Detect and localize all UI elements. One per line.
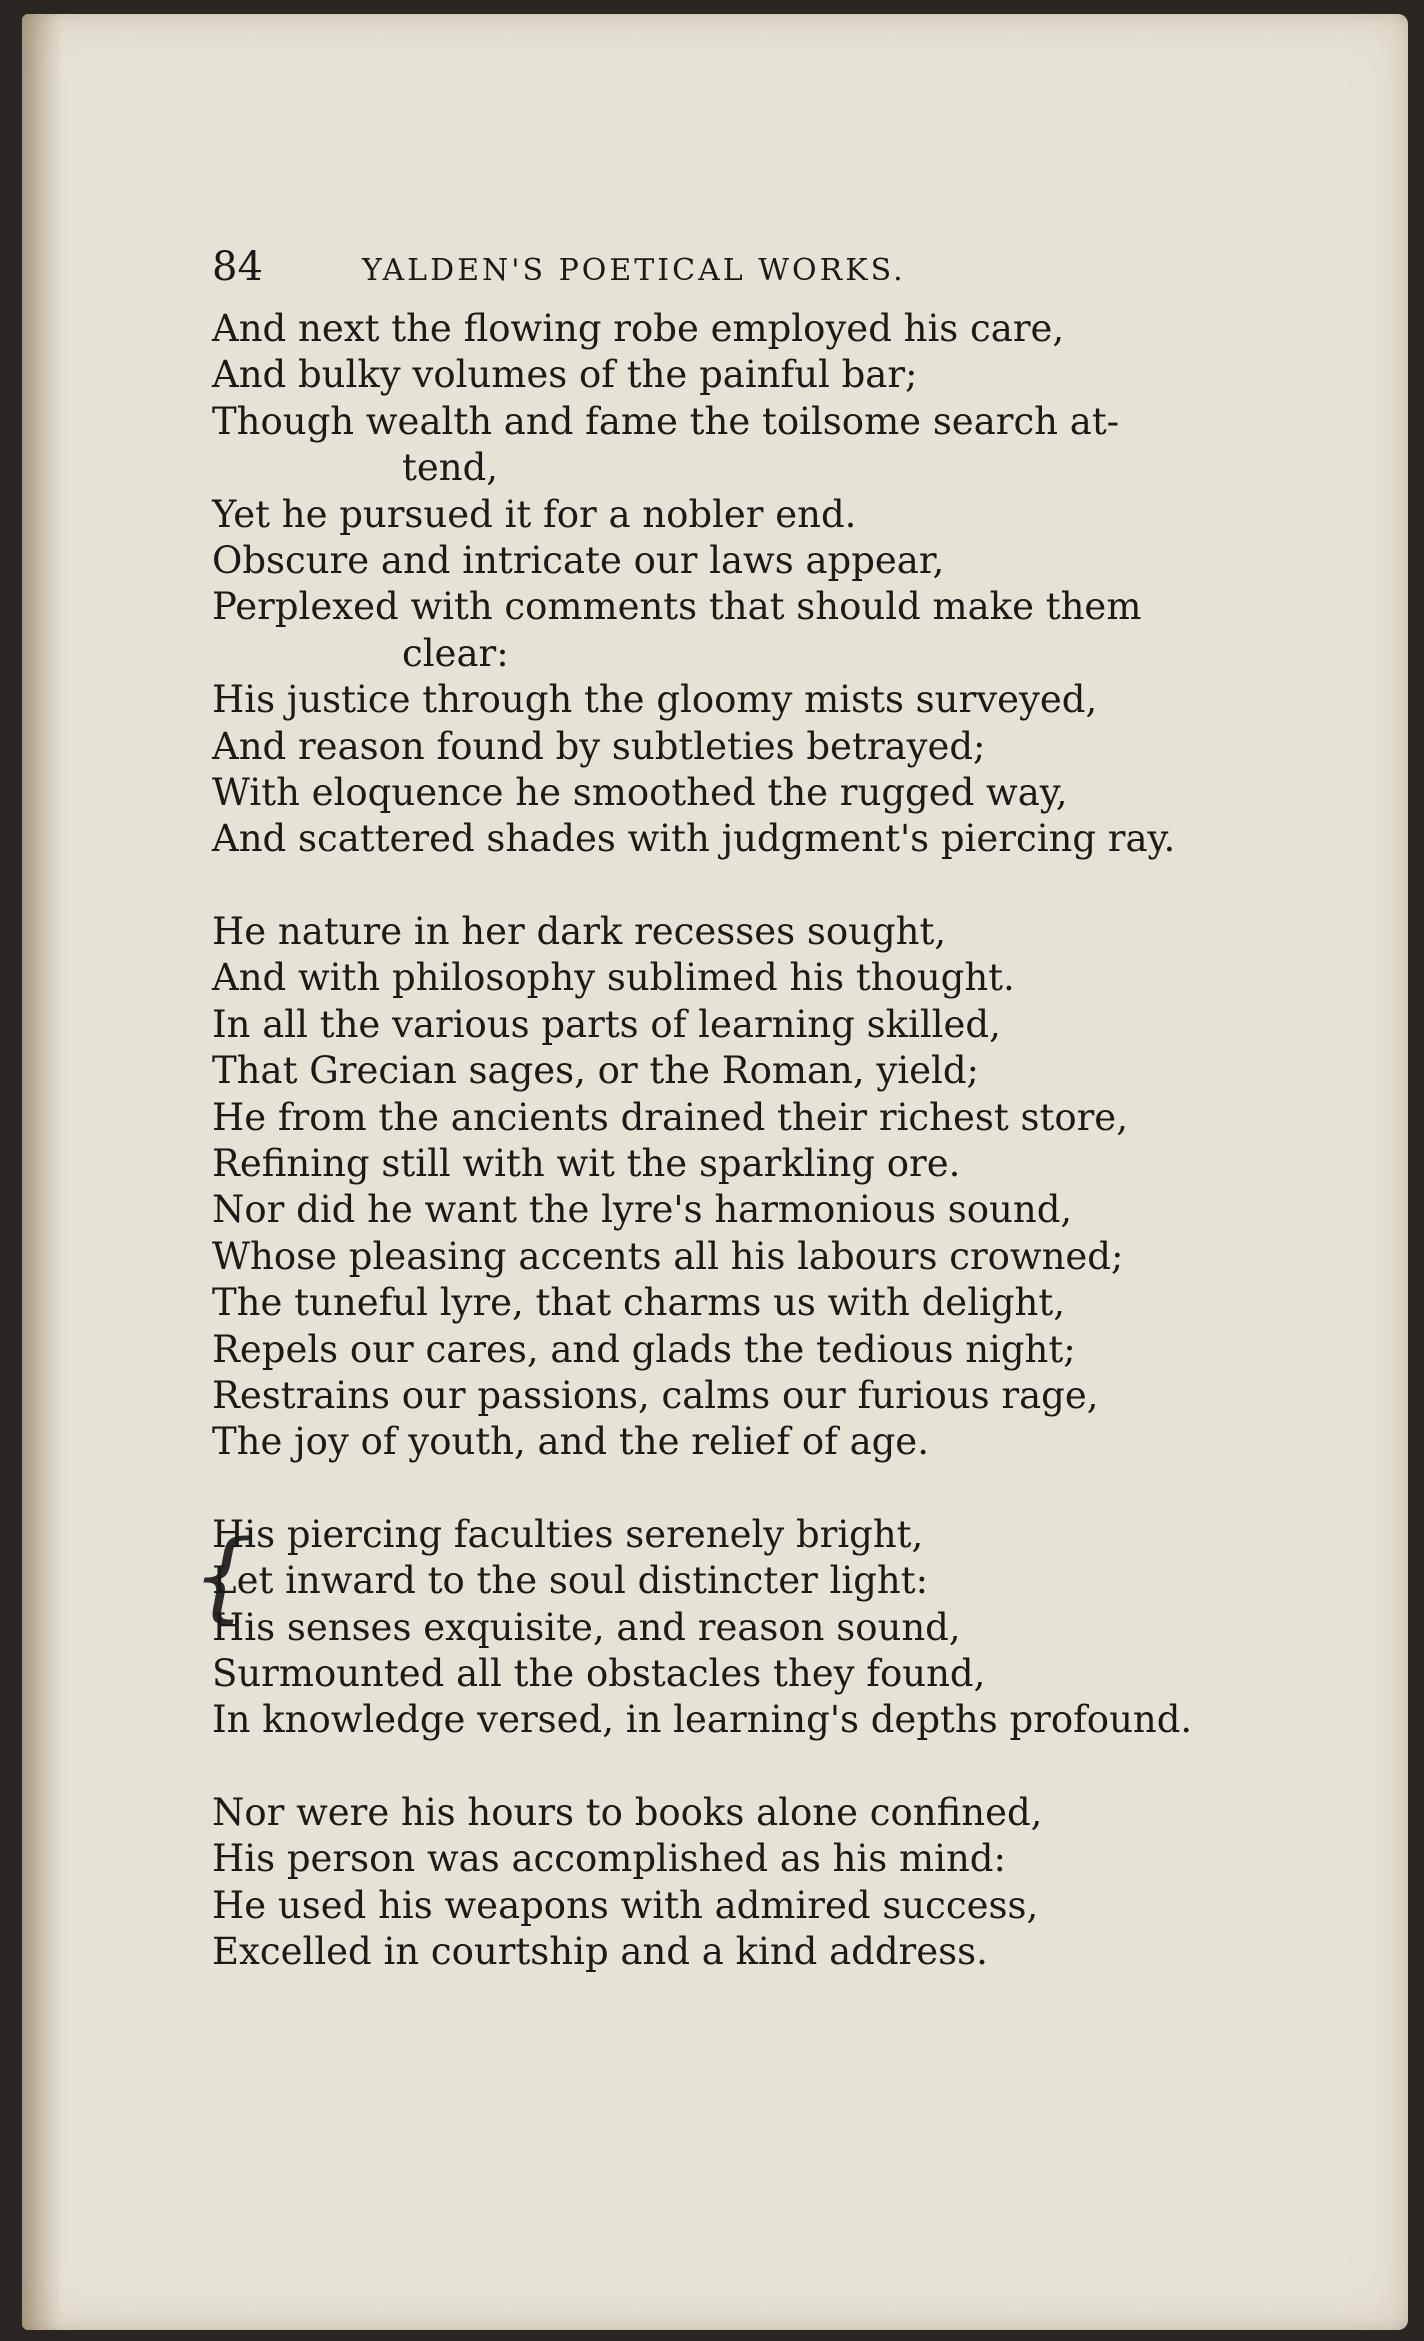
handwritten-bracket-mark: { [192, 1520, 254, 1632]
book-page [22, 14, 1408, 2330]
verse-line: He from the ancients drained their richest store, [212, 1095, 1128, 1139]
stanza [212, 909, 1262, 1466]
verse-line: Nor were his hours to books alone confined, [212, 1790, 1043, 1834]
verse-line: Excelled in courtship and a kind address. [212, 1930, 988, 1973]
verse-line: In knowledge versed, in learning's depths profound. [212, 1698, 1193, 1742]
verse-line: The tuneful lyre, that charms us with delight, [212, 1281, 1066, 1325]
verse-line: Though wealth and fame the toilsome search at- [212, 399, 1120, 443]
stanza [212, 1512, 1262, 1744]
verse-line: And with philosophy sublimed his thought. [212, 956, 1015, 1000]
verse-line: And scattered shades with judgment's piercing ray. [212, 817, 1176, 861]
page-number: 84 [212, 244, 263, 290]
page-content [212, 244, 1262, 2021]
verse-line: Obscure and intricate our laws appear, [212, 539, 945, 583]
verse-line: With eloquence he smoothed the rugged way, [212, 771, 1068, 815]
page-gutter-shadow [22, 14, 62, 2330]
running-head: YALDEN'S POETICAL WORKS. [362, 253, 906, 288]
page-header [212, 244, 1262, 304]
verse-line: The joy of youth, and the relief of age. [212, 1420, 929, 1464]
verse-line: Yet he pursued it for a nobler end. [212, 492, 857, 536]
stanza [212, 1790, 1262, 1976]
verse-line: And reason found by subtleties betrayed; [212, 724, 986, 768]
verse-line: clear: [402, 631, 509, 675]
verse-line: Whose pleasing accents all his labours crowned; [212, 1234, 1124, 1278]
verse-line: Surmounted all the obstacles they found, [212, 1651, 986, 1695]
verse-line: His piercing faculties serenely bright, [212, 1512, 924, 1556]
verse-line: That Grecian sages, or the Roman, yield; [212, 1049, 980, 1093]
verse-line: He nature in her dark recesses sought, [212, 909, 947, 953]
verse-line: Repels our cares, and glads the tedious night; [212, 1327, 1076, 1371]
verse-line: tend, [402, 446, 499, 490]
verse-line: His senses exquisite, and reason sound, [212, 1605, 961, 1649]
verse-line: In all the various parts of learning skilled, [212, 1002, 1001, 1046]
stanza [212, 306, 1262, 863]
verse-line: Refining still with wit the sparkling ore. [212, 1141, 961, 1185]
poem-body [212, 306, 1262, 1975]
verse-line: And bulky volumes of the painful bar; [212, 353, 918, 397]
verse-line: His justice through the gloomy mists surveyed, [212, 678, 1098, 722]
verse-line: Nor did he want the lyre's harmonious sound, [212, 1188, 1073, 1232]
verse-line: Let inward to the soul distincter light: [212, 1559, 929, 1603]
verse-line: He used his weapons with admired success, [212, 1883, 1039, 1927]
verse-line: And next the flowing robe employed his care, [212, 307, 1065, 350]
verse-line: Perplexed with comments that should make them [212, 585, 1142, 629]
verse-line: Restrains our passions, calms our furious rage, [212, 1373, 1099, 1417]
verse-line: His person was accomplished as his mind: [212, 1837, 1006, 1881]
